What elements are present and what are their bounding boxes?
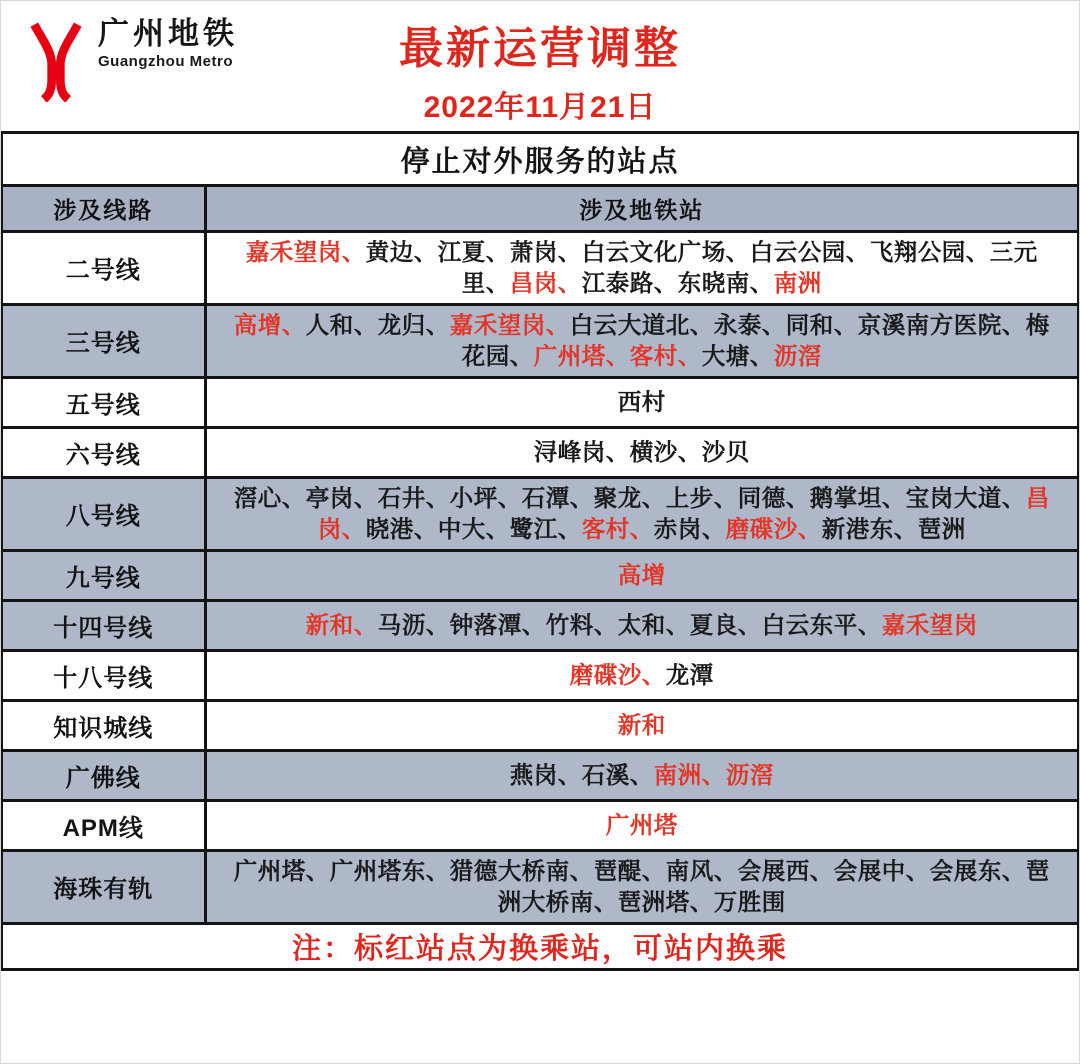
stations-list [205, 550, 1077, 600]
stations-list [205, 231, 1077, 304]
line-name: 广佛线 [3, 750, 205, 800]
line-name: 五号线 [3, 377, 205, 427]
page-date: 2022年11月21日 [423, 91, 657, 125]
station-name: 聚龙、 [593, 484, 666, 511]
station-name-transfer: 新和 [617, 711, 666, 738]
station-name: 琶洲大桥南、 [497, 857, 1050, 915]
stations-list [205, 600, 1077, 650]
station-name-transfer: 南洲 [773, 269, 822, 296]
table-row [3, 550, 1077, 600]
table-row [3, 427, 1077, 477]
station-name: 黄边、 [365, 238, 438, 265]
station-name: 南风、 [665, 857, 738, 884]
column-header-lines: 涉及线路 [3, 187, 205, 231]
page-title: 最新运营调整 [399, 24, 681, 73]
table-row [3, 377, 1077, 427]
station-name: 东晓南、 [677, 269, 774, 296]
station-name: 燕岗、 [509, 761, 582, 788]
station-name: 江泰路、 [581, 269, 678, 296]
line-name: 八号线 [3, 477, 205, 550]
stations-board [0, 131, 1080, 971]
line-name: 十八号线 [3, 650, 205, 700]
station-name-transfer: 南洲、 [653, 761, 726, 788]
table-row [3, 850, 1077, 922]
station-name: 赤岗、 [653, 515, 726, 542]
line-name: 九号线 [3, 550, 205, 600]
station-name: 横沙、 [629, 438, 702, 465]
station-name: 猎德大桥南、 [449, 857, 594, 884]
stations-list [205, 377, 1077, 427]
station-name: 钟落潭、 [449, 611, 546, 638]
station-name: 龙潭 [665, 661, 714, 688]
station-name: 大塘、 [701, 342, 774, 369]
station-name: 广州塔、 [233, 857, 330, 884]
station-name: 会展东、 [929, 857, 1026, 884]
station-name-transfer: 昌岗、 [509, 269, 582, 296]
station-name: 三元里、 [461, 238, 1038, 296]
table-row [3, 477, 1077, 550]
station-name: 夏良、 [689, 611, 762, 638]
line-name: 六号线 [3, 427, 205, 477]
line-name: 二号线 [3, 231, 205, 304]
station-name: 新港东、 [821, 515, 918, 542]
station-name-transfer: 磨碟沙、 [569, 661, 666, 688]
station-name: 人和、 [305, 311, 378, 338]
station-name: 石溪、 [581, 761, 654, 788]
stations-list [205, 700, 1077, 750]
guangzhou-metro-logo-icon [28, 22, 84, 102]
station-name: 京溪南方医院、 [857, 311, 1026, 338]
station-name: 晓港、 [365, 515, 438, 542]
table-row [3, 231, 1077, 304]
station-name-transfer: 客村、 [629, 342, 702, 369]
line-name: APM线 [3, 800, 205, 850]
section-title: 停止对外服务的站点 [3, 134, 1077, 187]
stations-list [205, 750, 1077, 800]
station-name: 宝岗大道、 [905, 484, 1026, 511]
station-name: 白云公园、 [749, 238, 870, 265]
table-row [3, 304, 1077, 377]
station-name-transfer: 磨碟沙、 [725, 515, 822, 542]
brand-name-cn: 广州地铁 [98, 16, 238, 51]
station-name: 同和、 [785, 311, 858, 338]
station-name: 鹅掌坦、 [809, 484, 906, 511]
station-name: 琶醍、 [593, 857, 666, 884]
table-row [3, 800, 1077, 850]
station-name: 飞翔公园、 [869, 238, 990, 265]
station-name: 竹料、 [545, 611, 618, 638]
station-name: 广州塔东、 [329, 857, 450, 884]
table-row [3, 650, 1077, 700]
stations-table [3, 187, 1077, 922]
station-name: 上步、 [665, 484, 738, 511]
station-name: 石井、 [377, 484, 450, 511]
station-name: 万胜围 [713, 888, 786, 915]
table-row [3, 750, 1077, 800]
stations-list [205, 477, 1077, 550]
station-name-transfer: 广州塔、 [533, 342, 630, 369]
line-name: 知识城线 [3, 700, 205, 750]
station-name: 会展中、 [833, 857, 930, 884]
stations-list [205, 304, 1077, 377]
station-name: 石潭、 [521, 484, 594, 511]
stations-list [205, 427, 1077, 477]
line-name: 十四号线 [3, 600, 205, 650]
brand-name-en: Guangzhou Metro [98, 52, 233, 70]
station-name-transfer: 广州塔 [605, 811, 678, 838]
station-name-transfer: 客村、 [581, 515, 654, 542]
station-name: 白云大道北、 [569, 311, 714, 338]
station-name: 琶洲塔、 [617, 888, 714, 915]
station-name-transfer: 沥滘 [725, 761, 774, 788]
table-header-row [3, 187, 1077, 231]
brand [28, 16, 238, 102]
station-name: 浔峰岗、 [533, 438, 630, 465]
footnote: 注：标红站点为换乘站，可站内换乘 [3, 922, 1077, 968]
station-name-transfer: 嘉禾望岗、 [449, 311, 570, 338]
station-name: 亭岗、 [305, 484, 378, 511]
station-name: 江夏、 [437, 238, 510, 265]
table-body [3, 231, 1077, 922]
line-name: 三号线 [3, 304, 205, 377]
station-name: 西村 [617, 388, 666, 415]
station-name: 梅花园、 [461, 311, 1050, 369]
station-name: 龙归、 [377, 311, 450, 338]
station-name: 同德、 [737, 484, 810, 511]
station-name-transfer: 嘉禾望岗、 [245, 238, 366, 265]
station-name-transfer: 新和、 [305, 611, 378, 638]
stations-list [205, 650, 1077, 700]
stations-list [205, 800, 1077, 850]
station-name: 太和、 [617, 611, 690, 638]
station-name: 滘心、 [233, 484, 306, 511]
station-name: 会展西、 [737, 857, 834, 884]
station-name: 马沥、 [377, 611, 450, 638]
station-name-transfer: 高增 [617, 561, 666, 588]
station-name: 琶洲 [917, 515, 966, 542]
table-row [3, 600, 1077, 650]
brand-text [98, 16, 238, 70]
station-name: 小坪、 [449, 484, 522, 511]
station-name: 鹭江、 [509, 515, 582, 542]
station-name: 萧岗、 [509, 238, 582, 265]
page-header [0, 0, 1080, 131]
station-name: 白云东平、 [761, 611, 882, 638]
station-name-transfer: 沥滘 [773, 342, 822, 369]
station-name: 白云文化广场、 [581, 238, 750, 265]
line-name: 海珠有轨 [3, 850, 205, 922]
station-name-transfer: 高增、 [233, 311, 306, 338]
station-name: 永泰、 [713, 311, 786, 338]
station-name-transfer: 昌岗、 [317, 484, 1050, 542]
station-name: 沙贝 [701, 438, 750, 465]
table-row [3, 700, 1077, 750]
column-header-stations: 涉及地铁站 [205, 187, 1077, 231]
station-name: 中大、 [437, 515, 510, 542]
station-name-transfer: 嘉禾望岗 [881, 611, 978, 638]
stations-list [205, 850, 1077, 922]
